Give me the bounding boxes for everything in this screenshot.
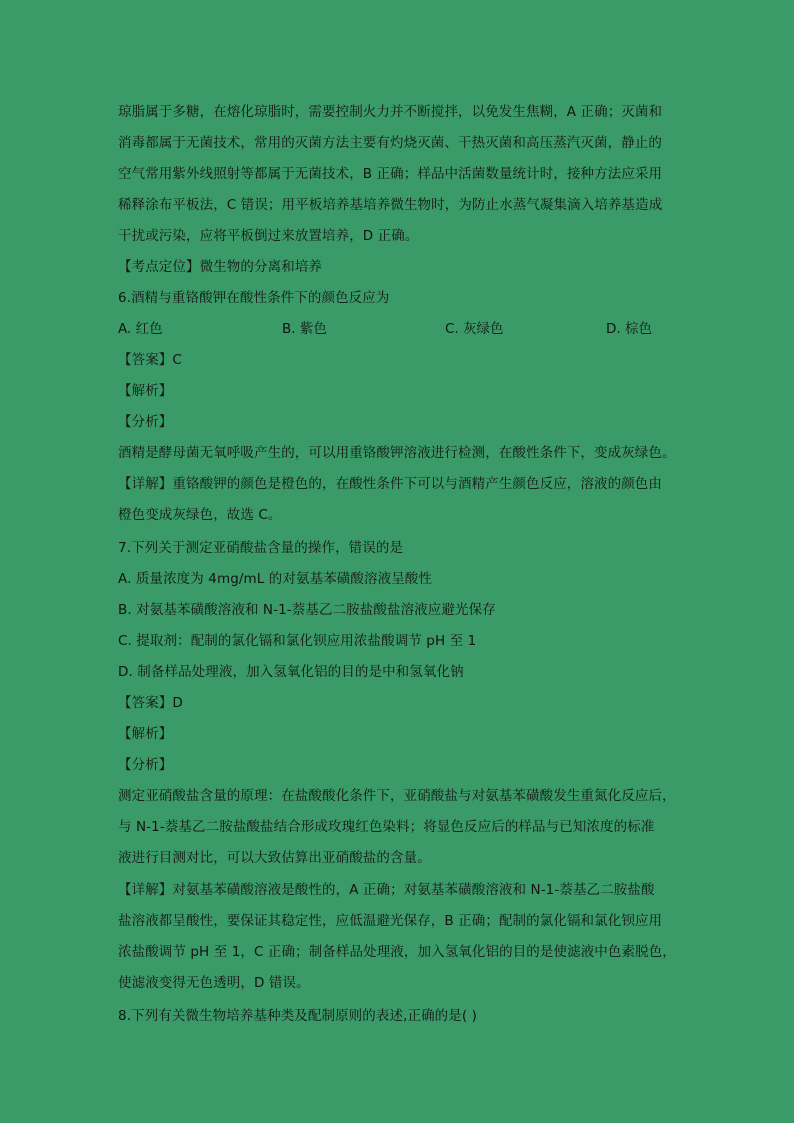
q6-analysis: 酒精是酵母菌无氧呼吸产生的，可以用重铬酸钾溶液进行检测，在酸性条件下，变成灰绿色。 — [118, 445, 676, 461]
q6-detail-line: 橙色变成灰绿色，故选 C。 — [118, 507, 282, 523]
question-6-stem: 6.酒精与重铬酸钾在酸性条件下的颜色反应为 — [118, 290, 390, 306]
q6-option-a: A. 红色 — [118, 321, 163, 337]
q7-option-a: A. 质量浓度为 4mg/mL 的对氨基苯磺酸溶液呈酸性 — [118, 571, 432, 587]
q7-fenxi: 【分析】 — [118, 757, 173, 773]
text-line: 消毒都属于无菌技术，常用的灭菌方法主要有灼烧灭菌、干热灭菌和高压蒸汽灭菌，静止的 — [118, 135, 662, 151]
text-line: 空气常用紫外线照射等都属于无菌技术，B 正确；样品中活菌数量统计时，接种方法应采用 — [118, 166, 663, 182]
q7-analysis-line: 与 N-1-萘基乙二胺盐酸盐结合形成玫瑰红色染料；将显色反应后的样品与已知浓度的标准 — [118, 819, 655, 835]
q7-detail-line: 盐溶液都呈酸性，要保证其稳定性，应低温避光保存，B 正确；配制的氯化镉和氯化钡应用 — [118, 913, 663, 929]
q6-detail-line: 【详解】重铬酸钾的颜色是橙色的，在酸性条件下可以与酒精产生颜色反应，溶液的颜色由 — [118, 476, 662, 492]
q6-answer: 【答案】C — [118, 352, 182, 368]
q7-answer: 【答案】D — [118, 695, 183, 711]
text-line: 稀释涂布平板法，C 错误；用平板培养基培养微生物时，为防止水蒸气凝集滴入培养基造成 — [118, 197, 663, 213]
question-8-stem: 8.下列有关微生物培养基种类及配制原则的表述,正确的是( ) — [118, 1008, 477, 1024]
q6-option-c: C. 灰绿色 — [445, 321, 504, 337]
q7-detail-line: 使滤液变得无色透明，D 错误。 — [118, 975, 310, 991]
q6-jiexi: 【解析】 — [118, 383, 173, 399]
q7-detail-line: 浓盐酸调节 pH 至 1，C 正确；制备样品处理液，加入氢氧化铝的目的是使滤液中色素脱色， — [118, 944, 676, 960]
q7-option-d: D. 制备样品处理液，加入氢氧化铝的目的是中和氢氧化钠 — [118, 664, 464, 680]
q6-fenxi: 【分析】 — [118, 414, 173, 430]
q7-option-b: B. 对氨基苯磺酸溶液和 N-1-萘基乙二胺盐酸盐溶液应避光保存 — [118, 602, 496, 618]
q6-option-d: D. 棕色 — [606, 321, 652, 337]
q7-option-c: C. 提取剂：配制的氯化镉和氯化钡应用浓盐酸调节 pH 至 1 — [118, 633, 477, 649]
q7-jiexi: 【解析】 — [118, 726, 173, 742]
kaodian-label: 【考点定位】微生物的分离和培养 — [118, 259, 322, 275]
q7-analysis-line: 测定亚硝酸盐含量的原理：在盐酸酸化条件下，亚硝酸盐与对氨基苯磺酸发生重氮化反应后， — [118, 788, 676, 804]
question-7-stem: 7.下列关于测定亚硝酸盐含量的操作，错误的是 — [118, 540, 404, 556]
text-line: 干扰或污染，应将平板倒过来放置培养，D 正确。 — [118, 228, 419, 244]
q6-option-b: B. 紫色 — [282, 321, 327, 337]
q7-analysis-line: 液进行目测对比，可以大致估算出亚硝酸盐的含量。 — [118, 850, 431, 866]
q7-detail-line: 【详解】对氨基苯磺酸溶液是酸性的，A 正确；对氨基苯磺酸溶液和 N-1-萘基乙二胺盐酸 — [118, 882, 655, 898]
text-line: 琼脂属于多糖，在熔化琼脂时，需要控制火力并不断搅拌，以免发生焦糊，A 正确；灭菌和 — [118, 104, 663, 120]
